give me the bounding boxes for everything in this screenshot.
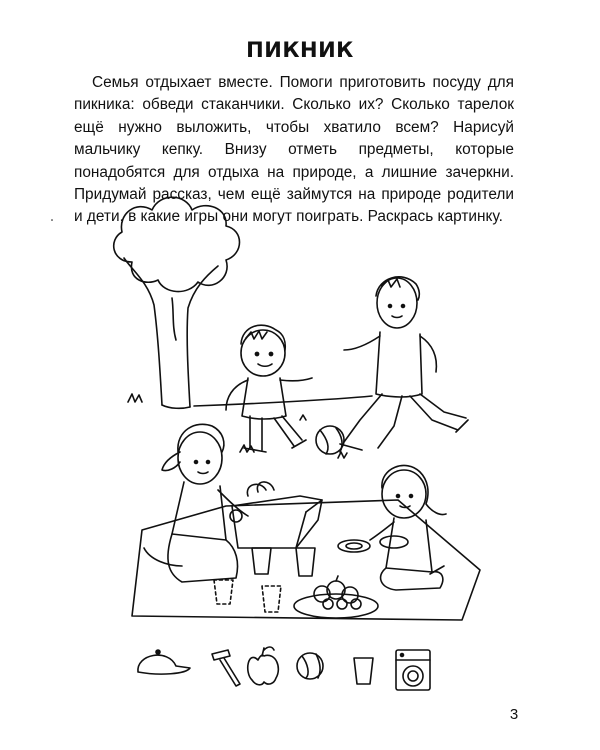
hammer-icon: [212, 650, 240, 686]
cups: [252, 548, 315, 576]
ball: [316, 426, 344, 454]
washing-machine-icon: [396, 650, 430, 690]
ball-icon: [297, 653, 323, 679]
boy-running: [226, 325, 312, 452]
dashed-cups: [214, 580, 281, 612]
picnic-box: [230, 482, 322, 548]
page-number: 3: [509, 706, 519, 723]
cup-icon: [354, 658, 373, 684]
tree: [114, 197, 240, 408]
boy-kicking: [340, 277, 468, 450]
cap-icon: [138, 650, 190, 674]
picnic-blanket: [132, 500, 480, 620]
page-title: ПИКНИК: [246, 38, 354, 62]
apple-icon: [248, 647, 279, 685]
mother: [144, 424, 248, 582]
fruit-plate: [294, 576, 378, 618]
instructions-text: Семья отдыхает вместе. Помоги приготовить посуду для пикника: обведи стаканчики. Сколько их? Сколько тарелок ещё нужно выложить, чтобы хватило всем? Нарисуй мальчику кепку. Внизу отметь предметы, которые понадобятся для отдыха на природе, а лишние зачеркни. Придумай рассказ, чем ещё займутся на природе родители и дети, в какие игры они могут поиграть. Раскрась картинку.: [74, 74, 514, 226]
